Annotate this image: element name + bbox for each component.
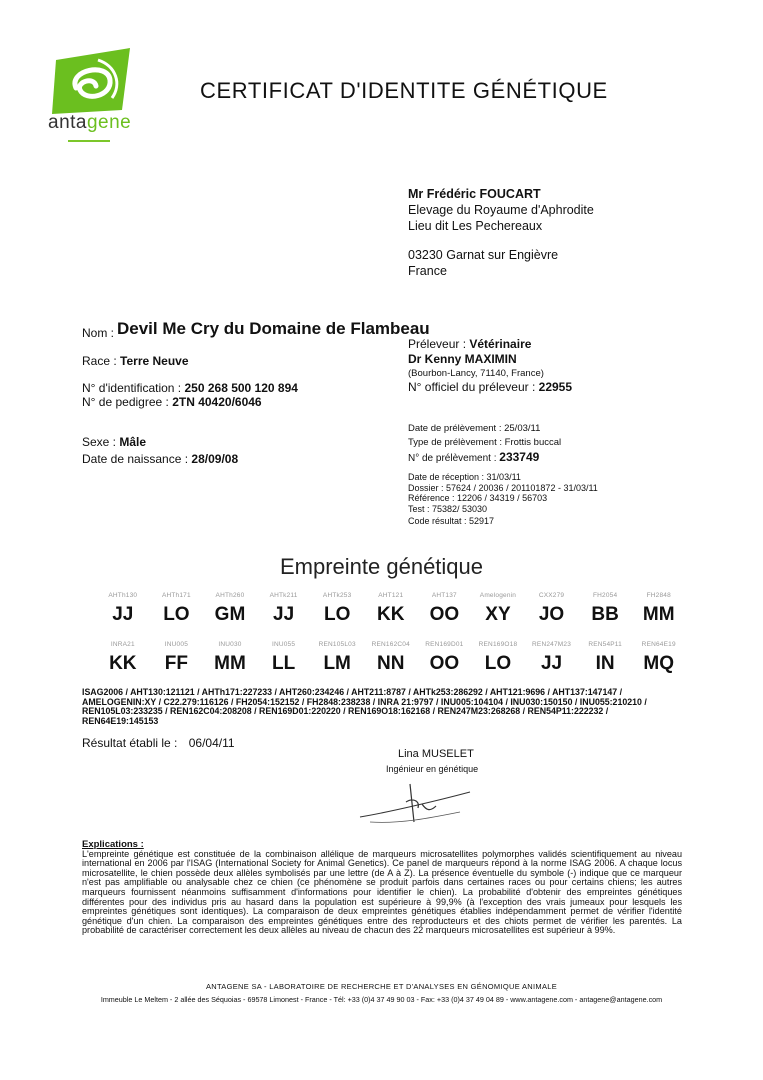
marker-label: AHTk211 <box>269 592 298 599</box>
marker-label: INU005 <box>164 641 189 648</box>
pedigree-label: N° de pedigree : <box>82 395 169 409</box>
id-row <box>82 381 298 395</box>
marker-label: REN105L03 <box>318 641 356 648</box>
brand-wordmark: antagene <box>48 112 132 133</box>
page-title: CERTIFICAT D'IDENTITE GÉNÉTIQUE <box>200 78 608 103</box>
recipient-line1: Elevage du Royaume d'Aphrodite <box>408 203 594 217</box>
race-value: Terre Neuve <box>120 354 189 368</box>
marker-genotype: LM <box>323 653 351 674</box>
signatory-name: Lina MUSELET <box>398 748 474 760</box>
marker-cell <box>471 641 525 675</box>
explications-text: L'empreinte génétique est constituée de la combinaison allélique de marqueurs microsatellites polymorphes validés scientifiquement au niveau international en 2006 par l'ISAG (International Society for Animal Genetics). Ce panel de marqueurs répond à la norme ISAG 2006. A chaque locus microsatellite, le chien possède deux allèles symbolisés par une lettre (de A à Z). La présence éventuelle du symbole (-) indique que ce marqueur n'est pas amplifiable ou analysable chez ce chien (ce phénomène se produit parfois dans certaines races ou pour certains chiens; les autres marqueurs fournissent néanmoins suffisamment d'informations pour identifier le chien). La probabilité d'obtenir des empreintes génétiques différentes pour des individus pris au hasard dans la population est supérieure à 99,9% (à l'exception des vrais jumeaux pour lesquels les empreintes génétiques sont identiques). La comparaison de deux empreintes génétiques établies indépendamment permet de vérifier l'identité génétique d'un chien. La comparaison des empreintes génétiques entre des reproducteurs et des chiots permet de vérifier les parentés. La probabilité de caractériser correctement les deux allèles au niveau de chacun des 22 marqueurs microsatellites est supérieur à 99%. <box>82 848 682 936</box>
num-prelevement-row <box>408 450 539 464</box>
marker-cell <box>203 641 257 675</box>
marker-label: REN169O18 <box>478 641 518 648</box>
brand-underline <box>68 140 110 142</box>
marker-genotype: JJ <box>540 653 563 674</box>
marker-label: AHTh130 <box>108 592 138 599</box>
marker-cell <box>632 592 686 626</box>
marker-cell <box>96 641 150 675</box>
marker-cell <box>310 592 364 626</box>
marker-cell <box>257 592 311 626</box>
marker-cell <box>418 592 472 626</box>
marker-genotype: FF <box>164 653 188 674</box>
marker-cell <box>150 592 204 626</box>
marker-label: REN162C04 <box>371 641 410 648</box>
reference: Référence : 12206 / 34319 / 56703 <box>408 493 548 503</box>
code-resultat: Code résultat : 52917 <box>408 516 495 526</box>
explications-title: Explications : <box>82 839 144 850</box>
recipient-line4: France <box>408 264 447 278</box>
marker-cell <box>632 641 686 675</box>
marker-cell <box>310 641 364 675</box>
test: Test : 75382/ 53030 <box>408 503 488 514</box>
marker-label: AHT121 <box>378 592 404 599</box>
resultat-row <box>82 736 235 750</box>
recipient-name: Mr Frédéric FOUCART <box>408 187 541 201</box>
marker-cell <box>203 592 257 626</box>
date-reception: Date de réception : 31/03/11 <box>408 472 521 482</box>
marker-cell <box>525 592 579 626</box>
marker-label: INRA21 <box>110 641 135 648</box>
marker-genotype: OO <box>429 604 460 625</box>
id-value: 250 268 500 120 894 <box>184 381 298 395</box>
marker-cell <box>578 592 632 626</box>
marker-genotype: GM <box>214 604 246 625</box>
footer-address: Immeuble Le Meltem - 2 allée des Séquoias - 69578 Limonest - France - Tél: +33 (0)4 37 49 90 03 - Fax: +33 (0)4 37 49 04 89 - www.antagene.com - antagene@antagene.com <box>100 995 663 1004</box>
reception-block <box>408 472 598 514</box>
marker-cell <box>257 641 311 675</box>
officiel-row <box>408 380 572 394</box>
marker-genotype: XY <box>485 604 511 625</box>
marker-cell <box>471 592 525 626</box>
marker-genotype: OO <box>429 653 460 674</box>
marker-genotype: BB <box>591 604 619 625</box>
marker-label: REN54P11 <box>588 641 622 648</box>
sexe-label: Sexe : <box>82 435 117 449</box>
marker-row-2 <box>96 641 686 675</box>
marker-genotype: MM <box>642 604 675 625</box>
resultat-label: Résultat établi le : <box>82 736 178 750</box>
marker-label: REN247M23 <box>532 641 572 648</box>
id-label: N° d'identification : <box>82 381 182 395</box>
dog-name: Devil Me Cry du Domaine de Flambeau <box>117 319 430 338</box>
marker-genotype: NN <box>377 653 405 674</box>
type-prelevement: Type de prélèvement : Frottis buccal <box>408 437 562 448</box>
naissance-value: 28/09/08 <box>191 452 239 466</box>
marker-genotype: KK <box>377 604 405 625</box>
recipient-line2: Lieu dit Les Pechereaux <box>408 219 543 233</box>
marker-cell <box>525 641 579 675</box>
preleveur-label: Préleveur : <box>408 337 467 351</box>
empreinte-title: Empreinte génétique <box>279 554 484 579</box>
marker-genotype: KK <box>109 653 137 674</box>
officiel-value: 22955 <box>538 380 573 394</box>
marker-label: REN169D01 <box>425 641 464 648</box>
naissance-row <box>82 452 238 466</box>
marker-genotype: LO <box>323 604 351 625</box>
marker-row-1 <box>96 592 686 626</box>
marker-genotype: JO <box>538 604 565 625</box>
marker-label: AHTh260 <box>215 592 245 599</box>
resultat-date: 06/04/11 <box>188 736 235 750</box>
preleveur-row <box>408 337 531 351</box>
signature-icon <box>350 772 480 832</box>
preleveur-name: Dr Kenny MAXIMIN <box>408 352 517 366</box>
footer-company: ANTAGENE SA - LABORATOIRE DE RECHERCHE ET D'ANALYSES EN GÉNOMIQUE ANIMALE <box>205 982 558 991</box>
sexe-row <box>82 435 146 449</box>
marker-genotype: JJ <box>112 604 134 625</box>
marker-label: FH2848 <box>646 592 671 599</box>
pedigree-value: 2TN 40420/6046 <box>172 395 262 409</box>
marker-cell <box>364 641 418 675</box>
officiel-label: N° officiel du préleveur : <box>408 380 536 394</box>
explications-block <box>82 840 682 936</box>
marker-cell <box>418 641 472 675</box>
marker-label: INU030 <box>218 641 242 648</box>
marker-genotype: LO <box>484 653 512 674</box>
preleveur-value: Vétérinaire <box>469 337 532 351</box>
marker-cell <box>364 592 418 626</box>
recipient-line3: 03230 Garnat sur Engièvre <box>408 248 559 262</box>
marker-genotype: MQ <box>643 653 675 674</box>
marker-label: CXX279 <box>538 592 565 599</box>
race-row <box>82 354 189 368</box>
marker-genotype: LL <box>271 653 296 674</box>
marker-label: Amelogenin <box>479 592 517 599</box>
preleveur-location: (Bourbon-Lancy, 71140, France) <box>408 368 544 379</box>
marker-label: FH2054 <box>592 592 618 599</box>
naissance-label: Date de naissance : <box>82 452 189 466</box>
marker-genotype: LO <box>163 604 190 625</box>
nom-label: Nom : <box>82 326 115 340</box>
num-prelevement-value: 233749 <box>499 450 540 464</box>
marker-label: AHTh171 <box>161 592 191 599</box>
signatory-role: Ingénieur en génétique <box>386 764 479 774</box>
dossier: Dossier : 57624 / 20036 / 201101872 - 31/03/11 <box>408 482 598 493</box>
marker-cell <box>150 641 204 675</box>
marker-label: AHTk253 <box>322 592 352 599</box>
marker-label: INU055 <box>271 641 296 648</box>
marker-cell <box>578 641 632 675</box>
isag-allele-list: ISAG2006 / AHT130:121121 / AHTh171:227233 / AHT260:234246 / AHT211:8787 / AHTk253:286292 / AHT121:9696 / AHT137:147147 / AMELOGENIN:XY / C22.279:116126 / FH2054:152152 / FH2848:238238 / INRA 21:9797 / INU005:104104 / INU030:150150 / INU055:210210 / REN105L03:233235 / REN162C04:208208 / REN169D01:220220 / REN169O18:162168 / REN247M23:268268 / REN54P11:222232 / REN64E19:145153 <box>82 687 647 726</box>
pedigree-row <box>82 395 262 409</box>
race-label: Race : <box>82 354 117 368</box>
marker-label: REN64E19 <box>641 641 676 648</box>
num-prelevement-label: N° de prélèvement : <box>408 453 497 464</box>
marker-genotype: MM <box>214 653 246 674</box>
marker-label: AHT137 <box>431 592 457 599</box>
date-prelevement: Date de prélèvement : 25/03/11 <box>408 423 541 434</box>
marker-genotype: JJ <box>273 604 295 625</box>
marker-cell <box>96 592 150 626</box>
marker-genotype: IN <box>595 653 615 674</box>
sexe-value: Mâle <box>119 435 147 449</box>
